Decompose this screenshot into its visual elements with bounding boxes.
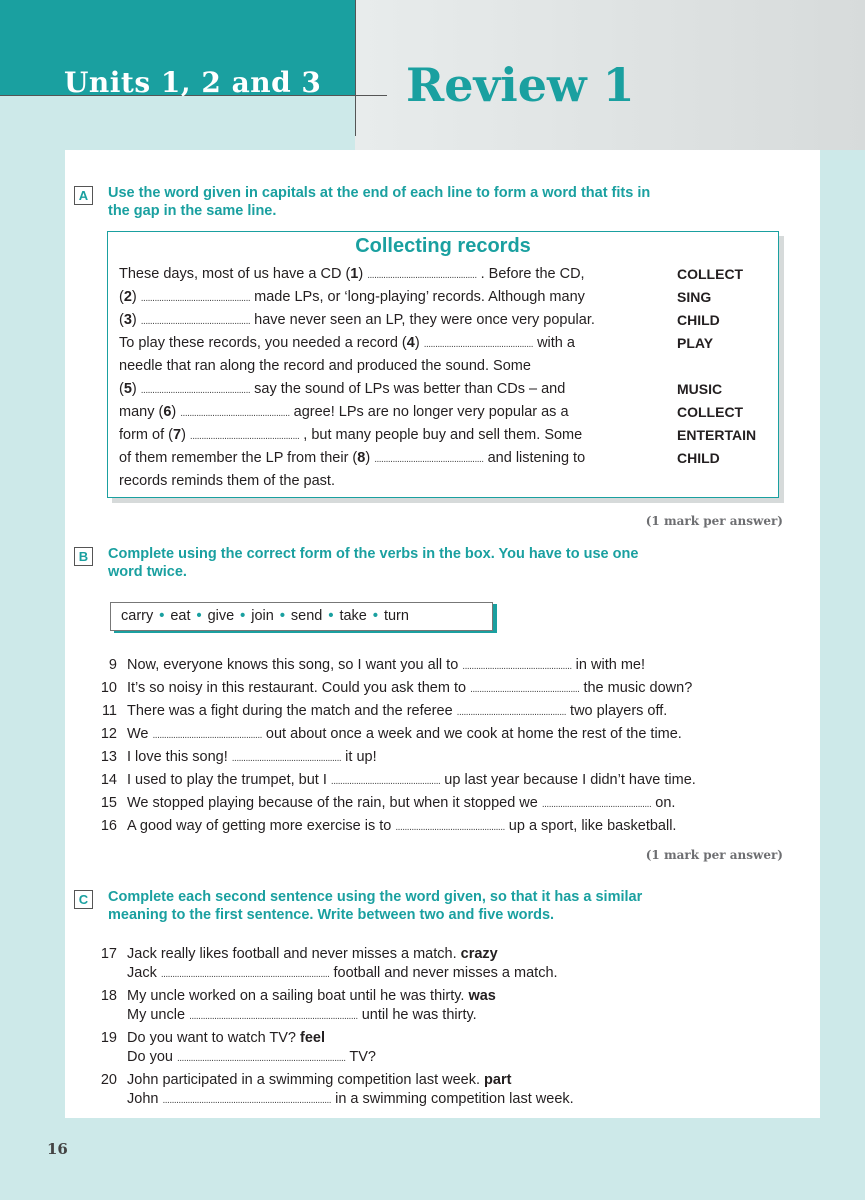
question-number: 14 — [100, 772, 117, 788]
section-b-marks: (1 mark per answer) — [645, 848, 783, 862]
section-b-letter: B — [74, 547, 93, 566]
question-text — [127, 771, 696, 791]
answer-gap[interactable]: ................................................ — [470, 684, 580, 695]
answer-gap[interactable]: ................................................ — [231, 753, 342, 764]
text-line — [119, 288, 585, 308]
section-c-letter: C — [74, 890, 93, 909]
review-title: Review 1 — [406, 58, 635, 112]
header-rule-vertical — [355, 0, 356, 136]
first-sentence — [127, 945, 498, 963]
keyword: part — [484, 1072, 512, 1088]
text-line — [119, 380, 565, 400]
text-line — [119, 334, 575, 354]
question-number: 11 — [101, 703, 117, 719]
page-number: 16 — [47, 1140, 68, 1158]
text-after-number: ) — [131, 312, 141, 328]
bullet-separator: • — [372, 608, 378, 624]
bullet-separator: • — [159, 608, 165, 624]
answer-gap[interactable]: ................................................ — [152, 730, 262, 741]
question-text — [127, 817, 676, 837]
text-tail: with a — [533, 335, 575, 351]
question-text — [127, 656, 645, 676]
text-before: These days, most of us have a CD ( — [119, 266, 351, 282]
gap-number: 5 — [123, 381, 132, 397]
section-a-letter: A — [74, 186, 93, 205]
answer-gap[interactable]: ................................................ — [180, 408, 290, 419]
answer-gap[interactable]: ................................................ — [140, 293, 251, 304]
text-line — [119, 311, 595, 331]
bullet-separator: • — [328, 608, 334, 624]
section-a-instruction: Use the word given in capitals at the end of each line to form a word that fits in the gap in the same line. — [108, 185, 651, 219]
gap-number: 1 — [350, 266, 359, 282]
section-b-instruction: Complete using the correct form of the verbs in the box. You have to use one word twice. — [108, 546, 639, 580]
verb-word: send — [290, 608, 323, 624]
text-after-number: ) — [365, 450, 375, 466]
section-c-instruction: Complete each second sentence using the word given, so that it has a similar meaning to the first sentence. Write between two and five words. — [108, 889, 643, 923]
sentence-text: My uncle worked on a sailing boat until he was thirty. — [127, 988, 469, 1004]
capital-word: PLAY — [677, 335, 714, 351]
question-before: A good way of getting more exercise is to — [127, 818, 396, 834]
text-tail: made LPs, or ‘long-playing’ records. Although many — [250, 289, 585, 305]
text-line — [119, 403, 569, 423]
text-before: To play these records, you needed a record ( — [119, 335, 407, 351]
text-before: records reminds them of the past. — [119, 473, 335, 489]
question-text — [127, 679, 692, 699]
bullet-separator: • — [196, 608, 202, 624]
item-number: 18 — [100, 988, 117, 1004]
question-number: 13 — [100, 749, 117, 765]
gap-number: 3 — [123, 312, 132, 328]
question-after: out about once a week and we cook at home the rest of the time. — [261, 726, 682, 742]
second-end: TV? — [345, 1049, 376, 1065]
answer-gap[interactable]: ................................................ — [456, 707, 567, 718]
text-before: many ( — [119, 404, 164, 420]
gap-number: 2 — [123, 289, 132, 305]
second-sentence — [127, 1090, 574, 1110]
text-before: form of ( — [119, 427, 173, 443]
text-before: ( — [119, 312, 124, 328]
question-after: on. — [651, 795, 676, 811]
text-after-number: ) — [414, 335, 424, 351]
sentence-text: Do you want to watch TV? — [127, 1030, 301, 1046]
answer-gap[interactable]: .......................................................................... — [176, 1053, 346, 1064]
question-text — [127, 794, 675, 814]
second-start: My uncle — [127, 1007, 190, 1023]
capital-word: CHILD — [677, 450, 720, 466]
verb-list — [121, 603, 409, 630]
text-tail: say the sound of LPs was better than CDs – and — [250, 381, 566, 397]
item-number: 17 — [100, 946, 117, 962]
question-number: 16 — [100, 818, 117, 834]
question-before: We — [127, 726, 153, 742]
capital-word: SING — [677, 289, 712, 305]
answer-gap[interactable]: ................................................ — [189, 431, 300, 442]
answer-gap[interactable]: .......................................................................... — [162, 1095, 332, 1106]
capital-word: MUSIC — [677, 381, 723, 397]
answer-gap[interactable]: ................................................ — [330, 776, 441, 787]
text-before: ( — [119, 289, 124, 305]
second-end: until he was thirty. — [357, 1007, 477, 1023]
answer-gap[interactable]: ................................................ — [140, 385, 251, 396]
question-number: 15 — [100, 795, 117, 811]
capital-word: CHILD — [677, 312, 720, 328]
units-title: Units 1, 2 and 3 — [64, 66, 322, 99]
verb-word: give — [207, 608, 235, 624]
answer-gap[interactable]: .......................................................................... — [189, 1011, 358, 1022]
text-line — [119, 265, 585, 285]
second-end: in a swimming competition last week. — [331, 1091, 574, 1107]
bullet-separator: • — [279, 608, 285, 624]
keyword: feel — [300, 1030, 326, 1046]
sentence-text: John participated in a swimming competition last week. — [127, 1072, 485, 1088]
keyword: crazy — [460, 946, 498, 962]
verb-word: carry — [121, 608, 154, 624]
verb-word: eat — [170, 608, 191, 624]
text-line — [119, 449, 585, 469]
section-a-marks: (1 mark per answer) — [645, 514, 783, 528]
answer-gap[interactable]: ................................................ — [541, 799, 652, 810]
answer-gap[interactable]: ................................................ — [367, 270, 477, 281]
verb-box — [110, 602, 493, 631]
question-number: 10 — [100, 680, 117, 696]
question-before: We stopped playing because of the rain, but when it stopped we — [127, 795, 542, 811]
question-after: the music down? — [579, 680, 693, 696]
keyword: was — [468, 988, 496, 1004]
answer-gap[interactable]: ................................................ — [423, 339, 534, 350]
answer-gap[interactable]: ................................................ — [374, 454, 484, 465]
text-tail: agree! LPs are no longer very popular as a — [289, 404, 569, 420]
verb-word: take — [339, 608, 367, 624]
question-text — [127, 748, 377, 768]
text-tail: have never seen an LP, they were once very popular. — [250, 312, 595, 328]
answer-gap[interactable]: ................................................ — [140, 316, 251, 327]
bullet-separator: • — [240, 608, 246, 624]
text-before: ( — [119, 381, 124, 397]
question-before: It’s so noisy in this restaurant. Could you ask them to — [127, 680, 471, 696]
collecting-records-box — [107, 231, 779, 498]
second-start: John — [127, 1091, 163, 1107]
second-sentence — [127, 964, 558, 984]
second-sentence — [127, 1006, 477, 1026]
capital-word: COLLECT — [677, 266, 744, 282]
question-number: 12 — [100, 726, 117, 742]
text-after-number: ) — [131, 289, 141, 305]
box-title: Collecting records — [355, 235, 531, 257]
gap-number: 4 — [406, 335, 415, 351]
question-after: two players off. — [566, 703, 668, 719]
text-after-number: ) — [171, 404, 181, 420]
question-before: I used to play the trumpet, but I — [127, 772, 331, 788]
question-text — [127, 702, 667, 722]
first-sentence — [127, 1071, 511, 1089]
question-before: I love this song! — [127, 749, 232, 765]
answer-gap[interactable]: ................................................ — [462, 661, 572, 672]
question-before: Now, everyone knows this song, so I want you all to — [127, 657, 463, 673]
second-start: Jack — [127, 965, 161, 981]
question-after: in with me! — [571, 657, 645, 673]
second-sentence — [127, 1048, 376, 1068]
verb-word: join — [251, 608, 274, 624]
text-line — [119, 426, 582, 446]
question-before: There was a fight during the match and the referee — [127, 703, 457, 719]
verb-word: turn — [383, 608, 409, 624]
second-start: Do you — [127, 1049, 177, 1065]
text-after-number: ) — [131, 381, 141, 397]
item-number: 19 — [100, 1030, 117, 1046]
question-text — [127, 725, 682, 745]
question-after: up last year because I didn’t have time. — [440, 772, 696, 788]
text-after-number: ) — [181, 427, 190, 443]
answer-gap[interactable]: .......................................................................... — [160, 969, 330, 980]
gap-number: 8 — [357, 450, 366, 466]
text-tail: . Before the CD, — [476, 266, 585, 282]
question-after: it up! — [341, 749, 377, 765]
question-number: 9 — [108, 657, 117, 673]
capital-word: ENTERTAIN — [677, 427, 757, 443]
item-number: 20 — [100, 1072, 117, 1088]
second-end: football and never misses a match. — [329, 965, 558, 981]
first-sentence — [127, 1029, 325, 1047]
gap-number: 7 — [172, 427, 182, 443]
text-line — [119, 357, 531, 375]
answer-gap[interactable]: ................................................ — [395, 822, 505, 833]
text-after-number: ) — [358, 266, 368, 282]
capital-word: COLLECT — [677, 404, 744, 420]
text-line — [119, 472, 335, 490]
text-before: of them remember the LP from their ( — [119, 450, 358, 466]
sentence-text: Jack really likes football and never misses a match. — [127, 946, 461, 962]
text-tail: , but many people buy and sell them. Some — [299, 427, 583, 443]
gap-number: 6 — [163, 404, 172, 420]
first-sentence — [127, 987, 496, 1005]
question-after: up a sport, like basketball. — [504, 818, 677, 834]
text-before: needle that ran along the record and produced the sound. Some — [119, 358, 531, 374]
text-tail: and listening to — [483, 450, 586, 466]
